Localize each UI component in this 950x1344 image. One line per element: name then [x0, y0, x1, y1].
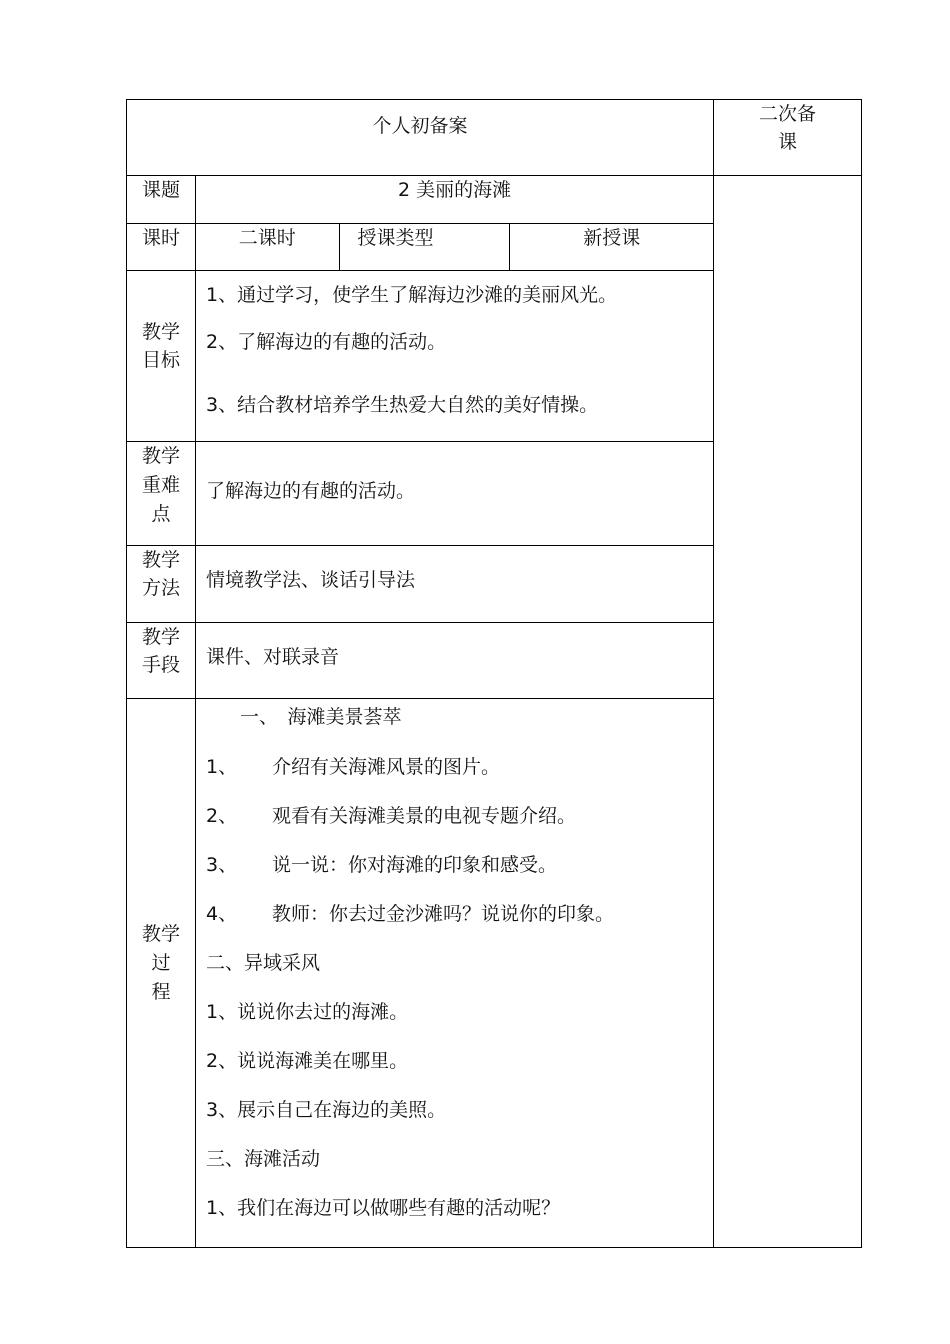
process-section-title: 一、 海滩美景荟萃	[240, 706, 402, 728]
means-label-line1: 教学	[141, 626, 180, 648]
methods-content-cell	[196, 546, 714, 623]
lesson-type-label-cell	[339, 224, 509, 270]
period-label: 课时	[141, 227, 180, 249]
goals-label-line1: 教学	[141, 321, 180, 343]
process-item: 1、说说你去过的海滩。	[206, 1001, 409, 1023]
means-label-cell	[127, 623, 196, 699]
period-value-cell-inner	[196, 224, 339, 270]
period-label-cell	[127, 224, 196, 271]
key-points-label-line1: 教学	[141, 445, 180, 467]
topic-value: 2 美丽的海滩	[397, 179, 512, 201]
period-value-cell	[196, 224, 714, 271]
key-points-value: 了解海边的有趣的活动。	[206, 480, 416, 502]
process-item	[206, 900, 713, 928]
methods-label-line1: 教学	[141, 549, 180, 571]
process-item-number: 1、	[206, 756, 238, 778]
process-section-title: 三、海滩活动	[206, 1148, 321, 1170]
topic-label: 课题	[141, 179, 180, 201]
goal-item: 1、通过学习，使学生了解海边沙滩的美丽风光。	[206, 284, 618, 306]
process-item	[206, 753, 713, 781]
second-prep-label-line1: 二次备	[759, 103, 817, 125]
header-title: 个人初备案	[372, 115, 468, 137]
process-item-number: 4、	[206, 903, 238, 925]
goals-content-cell	[196, 271, 714, 442]
key-points-content-cell	[196, 442, 714, 546]
process-item: 3、展示自己在海边的美照。	[206, 1099, 447, 1121]
period-value: 二课时	[238, 227, 296, 249]
process-label-line2: 过	[151, 951, 171, 974]
process-item: 1、我们在海边可以做哪些有趣的活动呢？	[206, 1197, 561, 1219]
lesson-plan-table	[126, 99, 862, 1248]
second-prep-label-line2: 课	[778, 131, 798, 153]
key-points-label-line3: 点	[151, 503, 171, 525]
process-item-text: 介绍有关海滩风景的图片。	[272, 756, 501, 778]
process-label-cell	[127, 699, 196, 1248]
process-item	[206, 802, 713, 830]
lesson-type-value-cell	[509, 224, 714, 270]
means-content-cell	[196, 623, 714, 699]
goal-item: 3、结合教材培养学生热爱大自然的美好情操。	[206, 394, 599, 416]
process-label-line1: 教学	[141, 922, 180, 945]
methods-value: 情境教学法、谈话引导法	[206, 569, 416, 591]
second-prep-header-cell	[714, 100, 862, 176]
goals-label-line2: 目标	[141, 349, 180, 371]
key-points-label-cell	[127, 442, 196, 546]
header-title-cell	[127, 100, 714, 176]
means-label-line2: 手段	[141, 654, 180, 676]
means-value: 课件、对联录音	[206, 646, 340, 668]
process-item: 2、说说海滩美在哪里。	[206, 1050, 409, 1072]
process-item-number: 3、	[206, 854, 238, 876]
goals-label-cell	[127, 271, 196, 442]
methods-label-cell	[127, 546, 196, 623]
methods-label-line2: 方法	[141, 577, 180, 599]
process-label-line3: 程	[151, 980, 171, 1003]
second-prep-column	[714, 176, 862, 1248]
topic-value-cell	[196, 176, 714, 224]
process-section-title: 二、异域采风	[206, 952, 321, 974]
process-item-number: 2、	[206, 805, 238, 827]
lesson-type-label: 授课类型	[357, 227, 434, 249]
process-item-text: 观看有关海滩美景的电视专题介绍。	[272, 805, 577, 827]
process-item-text: 说一说：你对海滩的印象和感受。	[272, 854, 558, 876]
period-inner-table	[196, 224, 714, 270]
process-content-cell	[196, 699, 714, 1248]
process-item	[206, 851, 713, 879]
goal-item: 2、了解海边的有趣的活动。	[206, 331, 447, 353]
key-points-label-line2: 重难	[141, 474, 180, 496]
topic-label-cell	[127, 176, 196, 224]
process-item-text: 教师：你去过金沙滩吗？说说你的印象。	[272, 903, 615, 925]
lesson-type-value: 新授课	[583, 227, 641, 249]
